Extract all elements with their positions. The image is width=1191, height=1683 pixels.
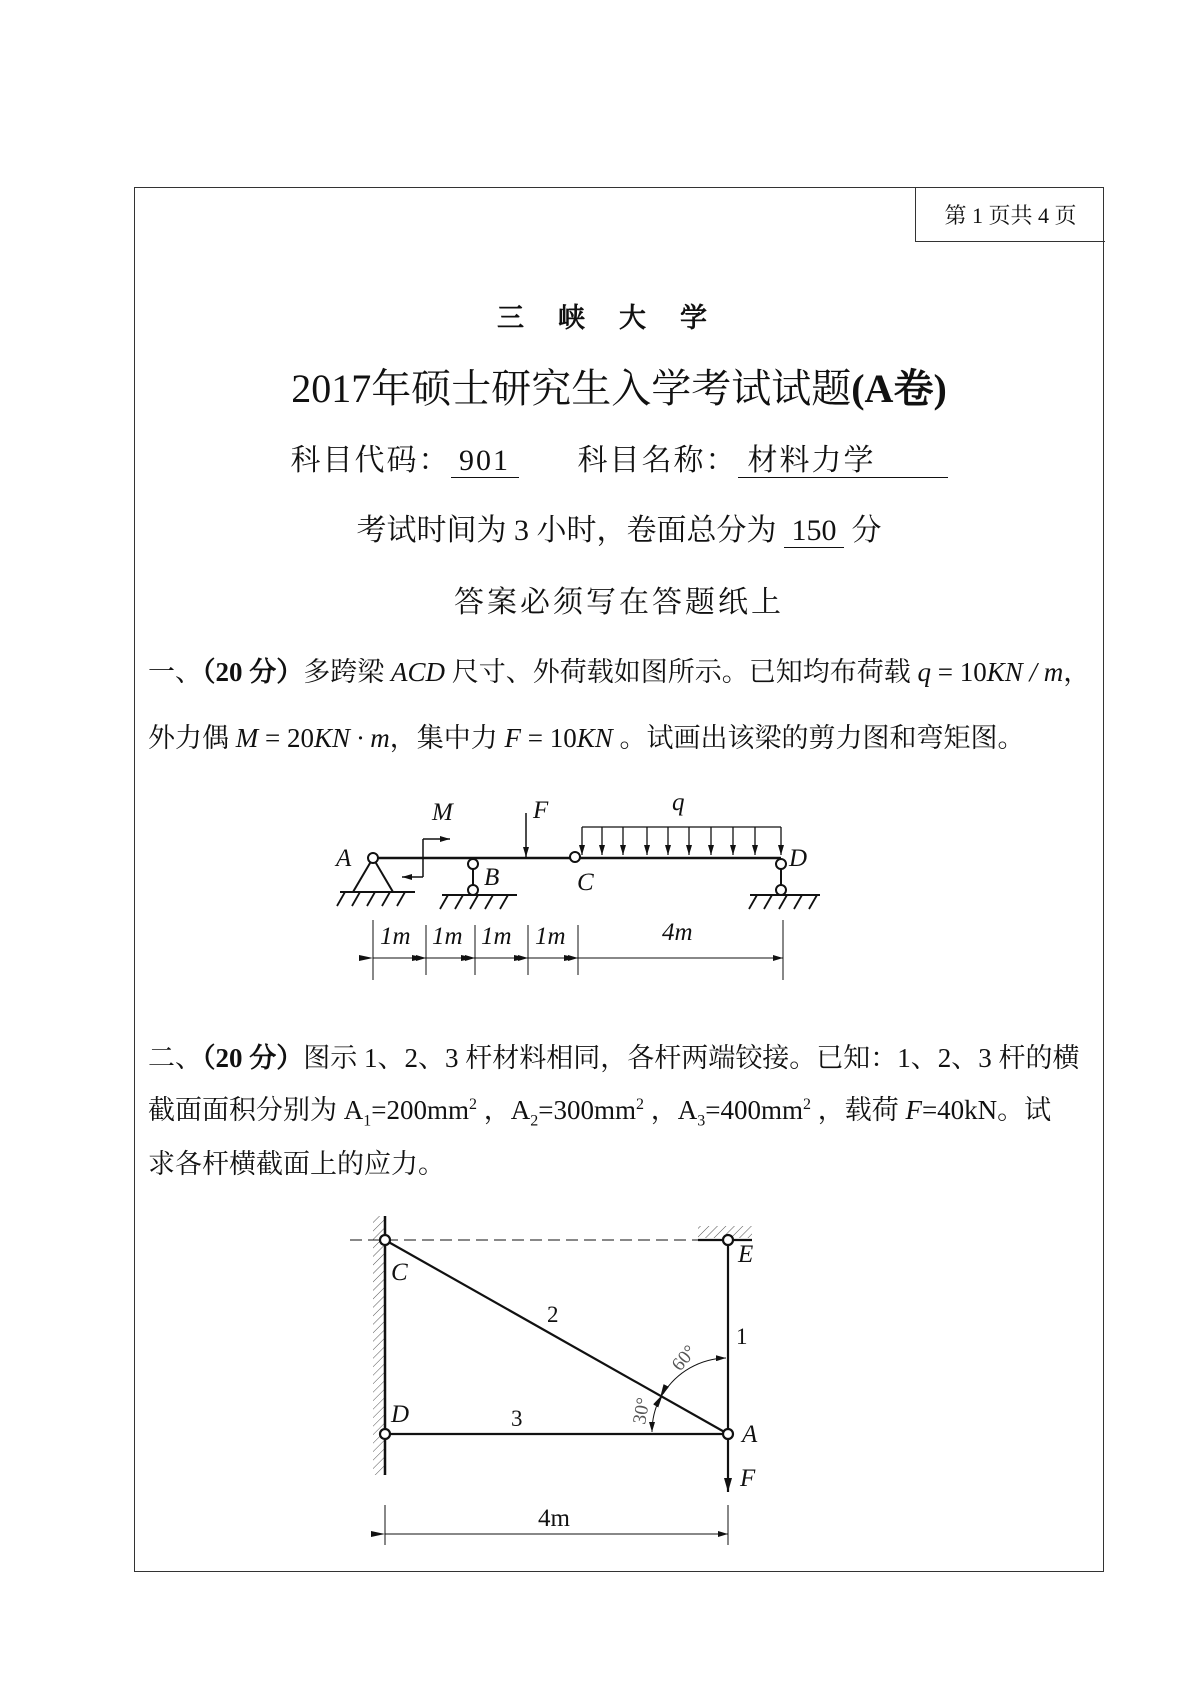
text: =200mm [371,1095,469,1125]
text: 2 [635,1096,644,1113]
text: 2 [468,1096,477,1113]
university-name: 三峡大学 [497,303,741,334]
subject-code: 901 [451,445,519,478]
text: 外力偶 [148,723,236,753]
page-indicator: 第 1 页共 4 页 [915,187,1105,242]
q1-points: （20 分） [202,657,304,687]
text: 3 [697,1112,706,1130]
text: 截面面积分别为 A [148,1095,364,1125]
dim-label: 4m [662,919,693,946]
joint-e [723,1235,733,1245]
label-f: F [533,797,549,824]
subject-name: 材料力学 [738,445,948,478]
text: M [235,723,259,753]
label-f: F [740,1465,756,1492]
member-2-label: 2 [547,1302,559,1327]
text: 图示 1、2、3 杆材料相同，各杆两端铰接。已知：1、2、3 杆的横 [303,1043,1080,1073]
exam-info-suffix: 分 [851,514,882,547]
text: 2 [530,1112,539,1130]
title-main: 2017年硕士研究生入学考试试题 [291,366,852,411]
text: ，A [643,1095,698,1125]
q1-number: 一、 [148,657,202,687]
truss-figure [350,1216,752,1545]
dim-label: 4m [538,1505,570,1532]
dim-label: 1m [481,923,512,950]
text: = 10 [521,723,577,753]
joint-d [380,1429,390,1439]
dim-label: 1m [380,923,411,950]
text: F [504,723,522,753]
text: 1 [363,1112,372,1130]
label-a: A [336,845,352,872]
total-score: 150 [784,515,844,548]
label-e: E [738,1241,754,1268]
text: = 20 [258,723,314,753]
beam-figure [337,813,820,980]
support-b [440,859,517,909]
text: =400mm [705,1095,803,1125]
angle-60-label: 60° [667,1341,701,1376]
q2-number: 二、 [148,1043,202,1073]
member-2 [385,1240,728,1434]
label-d: D [391,1401,410,1428]
text: 。试画出该梁的剪力图和弯矩图。 [612,723,1025,753]
label-c: C [577,869,594,896]
title-paper: (A卷) [851,366,947,411]
label-c: C [391,1259,408,1286]
support-d [749,859,820,909]
text: 2 [802,1096,811,1113]
label-d: D [789,845,808,872]
angle-30-label: 30° [629,1396,655,1426]
text: 多跨梁 [303,657,391,687]
q2-line-3: 求各杆横截面上的应力。 [148,1149,445,1179]
member-3-label: 3 [511,1406,523,1431]
text: q [917,657,931,687]
text: ，A [476,1095,531,1125]
text: =300mm [538,1095,636,1125]
dim-label: 1m [535,923,566,950]
text: ，载荷 [810,1095,906,1125]
subject-code-label: 科目代码： [290,444,451,477]
subject-name-label: 科目名称： [577,444,738,477]
distributed-load-q [582,827,781,855]
hinge-c [570,852,580,862]
joint-a [723,1429,733,1439]
text: KN [576,723,613,753]
member-1-label: 1 [736,1324,748,1349]
label-m: M [432,799,453,826]
text: KN / m [986,657,1064,687]
exam-info-prefix: 考试时间为 3 小时，卷面总分为 [356,514,777,547]
notice: 答案必须写在答题纸上 [454,586,784,619]
text: = 10 [931,657,987,687]
text: =40kN。试 [921,1095,1052,1125]
label-b: B [484,864,500,891]
text: ，集中力 [389,723,505,753]
label-a: A [742,1421,758,1448]
label-q: q [672,789,685,816]
joint-c [380,1235,390,1245]
text: 尺寸、外荷载如图所示。已知均布荷载 [445,657,918,687]
text: F [905,1095,922,1125]
text: ， [1063,657,1091,687]
text: ACD [391,657,445,687]
dim-label: 1m [432,923,463,950]
text: KN · m [313,723,390,753]
q2-points: （20 分） [202,1043,304,1073]
